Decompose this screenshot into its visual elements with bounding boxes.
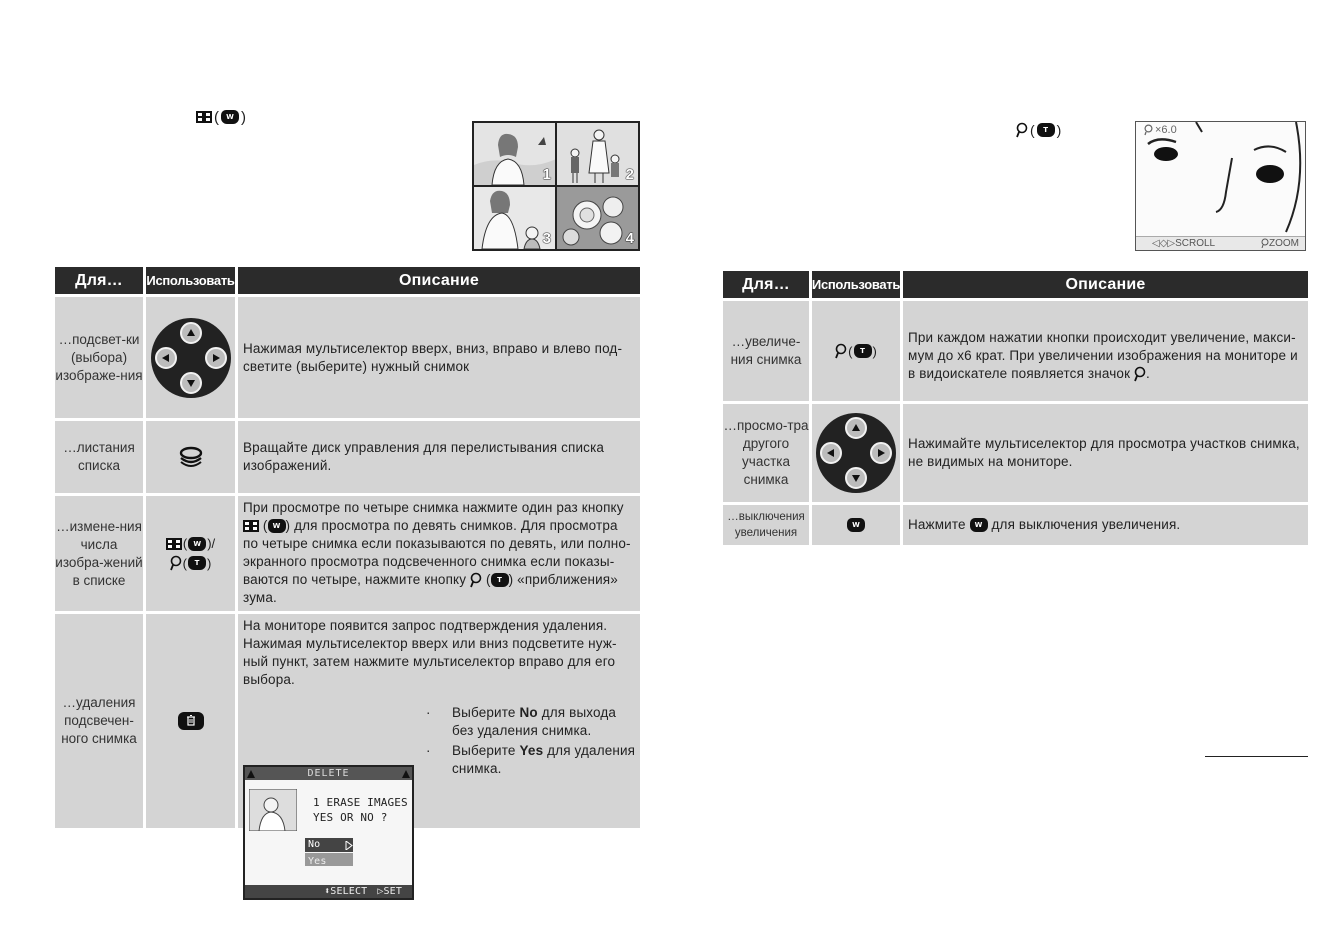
dialog-set-hint: ▷SET xyxy=(377,885,402,897)
zoom-magnifier-icon xyxy=(470,572,482,588)
dialog-line-2: YES OR NO ? xyxy=(313,811,388,824)
row-description: Нажимайте мультиселектор для просмотра участков снимка, не видимых на мониторе. xyxy=(903,404,1308,502)
w-key-icon: W xyxy=(221,110,239,124)
row-purpose: …просмо-тра другого участка снимка xyxy=(723,404,809,502)
zoomed-face-image xyxy=(1136,122,1306,251)
row-purpose: …измене-ния числа изобра-жений в списке xyxy=(55,496,143,611)
left-table-header xyxy=(55,267,640,294)
multiselector-icon xyxy=(151,318,231,398)
row-purpose: …увеличе-ния снимка xyxy=(723,301,809,401)
intro-zoom-key: ( T ) xyxy=(1016,119,1061,141)
right-table xyxy=(723,271,1308,545)
delete-trash-icon xyxy=(178,712,204,730)
row-description: Вращайте диск управления для перелистывания списка изображений. xyxy=(238,421,640,493)
row-purpose: …подсвет-ки (выбора) изображе-ния xyxy=(55,297,143,418)
thumbnail-4: 4 xyxy=(557,187,638,249)
row-description: Нажимая мультиселектор вверх, вниз, вправо и влево под-светите (выберите) нужный снимок xyxy=(238,297,640,418)
row-purpose: …выключения увеличения xyxy=(723,505,809,545)
table-row xyxy=(723,401,1308,502)
row-description: При каждом нажатии кнопки происходит увеличение, макси-мум до x6 крат. При увеличении изображения на мониторе и в видоискателе появляется значок . xyxy=(903,301,1308,401)
header-for: Для… xyxy=(55,267,143,294)
zoom-magnifier-icon xyxy=(835,343,847,359)
multiselector-icon xyxy=(816,413,896,493)
table-row xyxy=(723,502,1308,545)
header-for: Для… xyxy=(723,271,809,298)
thumbnail-1: 1 xyxy=(474,123,555,185)
bullet-no: · Выберите No для выхода без удаления снимка. xyxy=(426,705,617,738)
zoom-magnifier-icon xyxy=(1016,122,1028,138)
footnote-rule xyxy=(1205,756,1308,757)
table-row xyxy=(55,611,640,897)
w-key-icon: W xyxy=(268,519,286,533)
w-key-icon: W xyxy=(970,518,988,532)
row-control: ( T ) xyxy=(812,301,900,401)
thumbnail-3: 3 xyxy=(474,187,555,249)
zoom-preview-footer xyxy=(1136,236,1306,250)
row-control xyxy=(812,505,900,545)
zoom-hint: ZOOM xyxy=(1261,238,1299,249)
thumbnail-grid-icon xyxy=(243,520,259,532)
row-control xyxy=(146,297,235,418)
delete-options-list xyxy=(426,704,636,778)
zoom-magnifier-icon xyxy=(170,555,182,571)
dialog-title: DELETE xyxy=(307,767,350,779)
scroll-hint: ◁◇▷SCROLL xyxy=(1152,238,1216,249)
row-control xyxy=(146,421,235,493)
delete-dialog xyxy=(243,765,414,900)
delete-instructions: На мониторе появится запрос подтверждения удаления. Нажимая мультиселектор вверх или вниз подсветите нуж-ный пункт, затем нажмите мультиселектор вправо для его выбора. xyxy=(243,618,617,687)
thumbnail-grid-icon xyxy=(196,111,212,123)
row-control: ( W )/ ( T ) xyxy=(146,496,235,611)
row-control xyxy=(812,404,900,502)
table-row xyxy=(723,298,1308,401)
dialog-line-1: 1 ERASE IMAGES xyxy=(313,796,408,809)
row-description: Нажмите W для выключения увеличения. xyxy=(903,505,1308,545)
header-use: Использовать xyxy=(812,271,900,298)
right-table-header xyxy=(723,271,1308,298)
dialog-select-hint: ⬍SELECT xyxy=(324,885,368,897)
thumbnail-2: 2 xyxy=(557,123,638,185)
intro-thumb-key: ( W ) xyxy=(196,107,246,127)
t-key-icon: T xyxy=(1037,123,1055,137)
row-description: При просмотре по четыре снимка нажмите один раз кнопку ( W ) для просмотра по девять снимков. Для просмотра по четыре снимка если показываются по девять, или полно-экранного просмотра подсвеченного снимка если показы-ваются по четыре, нажмите кнопку ( T ) «приближения» зума. xyxy=(238,496,640,611)
t-key-icon: T xyxy=(491,573,509,587)
header-description: Описание xyxy=(238,267,640,294)
t-key-icon: T xyxy=(188,556,206,570)
row-description xyxy=(238,614,640,897)
w-key-icon: W xyxy=(847,518,865,532)
command-dial-icon xyxy=(178,446,204,468)
dialog-option-no[interactable]: No xyxy=(305,838,353,852)
dialog-thumbnail-image xyxy=(249,789,297,831)
row-control xyxy=(146,614,235,828)
thumbnail-grid-icon xyxy=(166,538,182,550)
header-description: Описание xyxy=(903,271,1308,298)
dialog-footer xyxy=(245,885,412,898)
table-row xyxy=(55,493,640,611)
row-purpose: …удаления подсвечен-ного снимка xyxy=(55,614,143,828)
zoom-magnifier-icon xyxy=(1134,366,1146,382)
thumbnail-preview xyxy=(472,121,640,251)
table-row xyxy=(55,418,640,493)
header-use: Использовать xyxy=(146,267,235,294)
row-purpose: …листания списка xyxy=(55,421,143,493)
table-row xyxy=(55,294,640,418)
dialog-option-yes[interactable]: Yes xyxy=(305,853,353,866)
w-key-icon: W xyxy=(188,537,206,551)
zoom-preview xyxy=(1135,121,1306,251)
t-key-icon: T xyxy=(854,344,872,358)
zoom-level-indicator: ×6.0 xyxy=(1144,124,1177,136)
bullet-yes: · Выберите Yes для удаления снимка. xyxy=(426,743,636,776)
left-table xyxy=(55,267,640,897)
